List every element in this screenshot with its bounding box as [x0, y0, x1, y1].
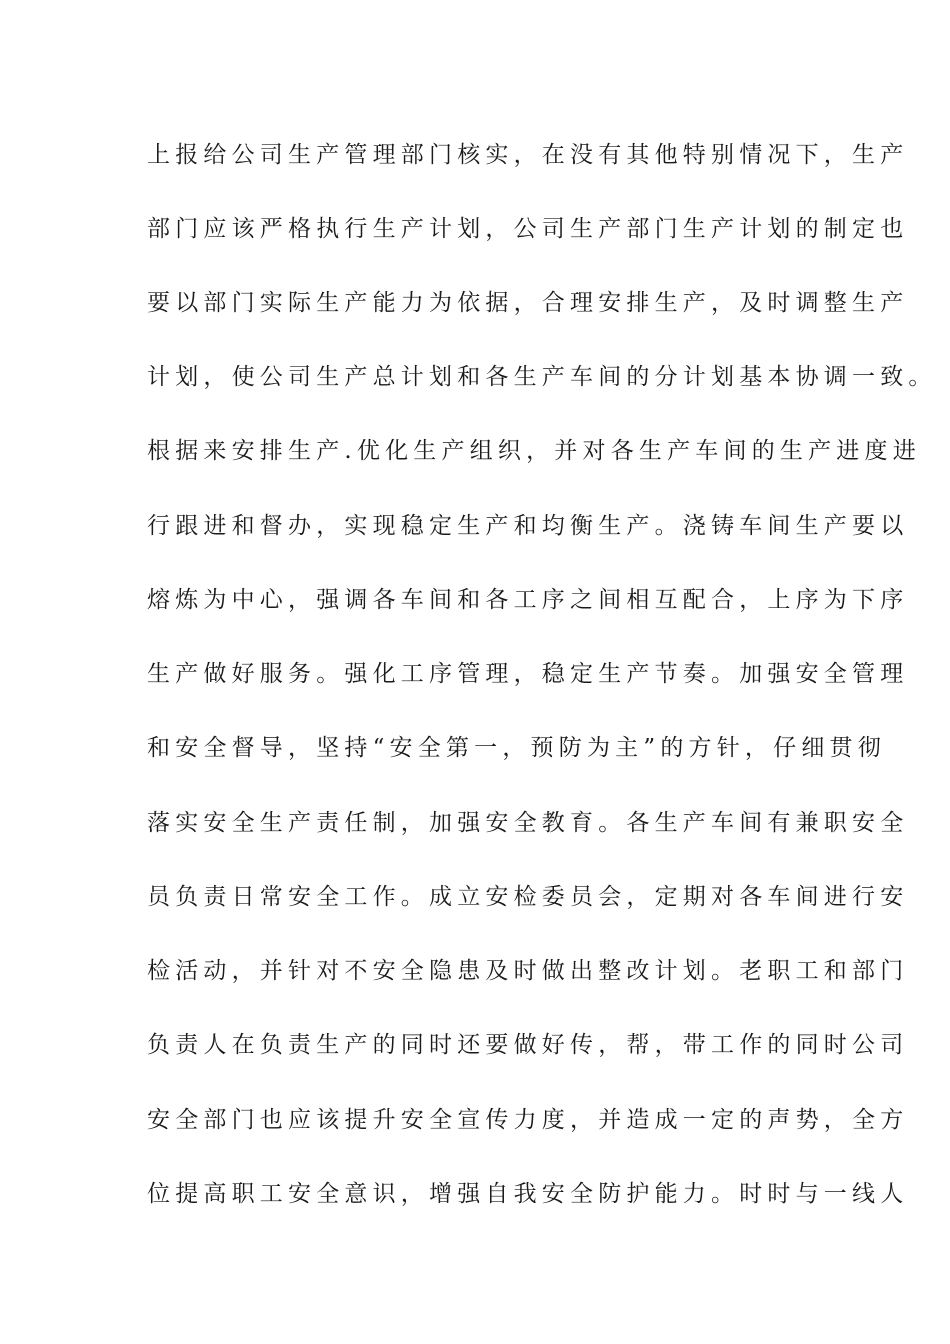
text-line-4: 计划，使公司生产总计划和各生产车间的分计划基本协调一致。: [147, 364, 937, 390]
text-line-6: 行跟进和督办，实现稳定生产和均衡生产。浇铸车间生产要以: [147, 513, 909, 539]
text-line-1: 上报给公司生产管理部门核实，在没有其他特别情况下，生产: [147, 142, 909, 168]
text-line-8: 生产做好服务。强化工序管理，稳定生产节奏。加强安全管理: [147, 661, 909, 687]
text-line-10: 落实安全生产责任制，加强安全教育。各生产车间有兼职安全: [147, 810, 909, 836]
text-line-15: 位提高职工安全意识，增强自我安全防护能力。时时与一线人: [147, 1181, 909, 1207]
text-line-5: 根据来安排生产.优化生产组织，并对各生产车间的生产进度进: [147, 438, 921, 464]
text-line-2: 部门应该严格执行生产计划，公司生产部门生产计划的制定也: [147, 216, 909, 242]
text-line-14: 安全部门也应该提升安全宣传力度，并造成一定的声势，全方: [147, 1107, 909, 1133]
text-line-12: 检活动，并针对不安全隐患及时做出整改计划。老职工和部门: [147, 958, 909, 984]
text-line-11: 员负责日常安全工作。成立安检委员会，定期对各车间进行安: [147, 884, 909, 910]
text-line-3: 要以部门实际生产能力为依据，合理安排生产，及时调整生产: [147, 290, 909, 316]
text-line-13: 负责人在负责生产的同时还要做好传，帮，带工作的同时公司: [147, 1032, 909, 1058]
text-line-9: 和安全督导，坚持“安全第一，预防为主”的方针，仔细贯彻: [147, 735, 886, 761]
text-line-7: 熔炼为中心，强调各车间和各工序之间相互配合，上序为下序: [147, 587, 909, 613]
